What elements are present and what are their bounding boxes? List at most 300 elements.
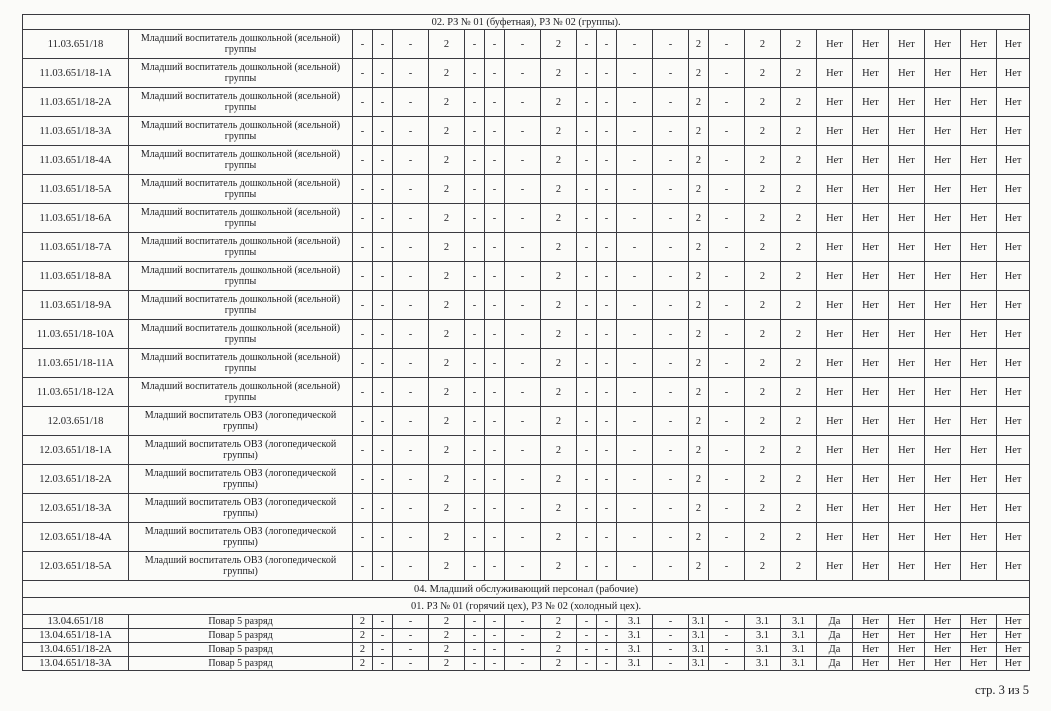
value-cell: Нет [961,615,997,629]
value-cell: Нет [997,407,1030,436]
value-cell: - [653,320,689,349]
value-cell: - [505,262,541,291]
value-cell: Нет [889,175,925,204]
value-cell: - [505,465,541,494]
value-cell: - [505,291,541,320]
value-cell: - [393,552,429,581]
value-cell: Нет [961,643,997,657]
value-cell: - [577,146,597,175]
value-cell: 2 [353,657,373,671]
value-cell: 2 [429,465,465,494]
value-cell: - [373,349,393,378]
value-cell: 3.1 [689,615,709,629]
category-header-row [23,581,1030,598]
value-cell: 2 [429,59,465,88]
value-cell: Нет [925,233,961,262]
value-cell: - [373,30,393,59]
value-cell: 2 [429,643,465,657]
value-cell: 2 [745,436,781,465]
value-cell: 3.1 [689,657,709,671]
value-cell: - [617,407,653,436]
value-cell: Нет [961,233,997,262]
workplace-code: 11.03.651/18-2А [23,88,129,117]
value-cell: - [505,657,541,671]
value-cell: - [465,523,485,552]
value-cell: Нет [889,320,925,349]
value-cell: - [465,204,485,233]
value-cell: Нет [925,59,961,88]
value-cell: 2 [781,262,817,291]
value-cell: - [505,494,541,523]
value-cell: 2 [541,349,577,378]
value-cell: - [617,204,653,233]
value-cell: - [653,175,689,204]
value-cell: 2 [541,407,577,436]
workplace-code: 12.03.651/18-2А [23,465,129,494]
value-cell: Нет [997,657,1030,671]
workplace-code: 12.03.651/18-5А [23,552,129,581]
value-cell: - [577,523,597,552]
value-cell: - [505,175,541,204]
value-cell: 2 [541,615,577,629]
position-name: Младший воспитатель дошкольной (ясельной) группы [129,175,353,204]
value-cell: - [577,629,597,643]
value-cell: 2 [745,88,781,117]
table-row [23,175,1030,204]
value-cell: Нет [997,262,1030,291]
value-cell: - [465,30,485,59]
value-cell: - [393,407,429,436]
table-row [23,117,1030,146]
value-cell: - [373,233,393,262]
value-cell: - [373,59,393,88]
value-cell: 2 [541,233,577,262]
category-header: 04. Младший обслуживающий персонал (рабочие) [23,581,1030,598]
table-row [23,146,1030,175]
value-cell: - [353,349,373,378]
value-cell: - [709,233,745,262]
position-name: Младший воспитатель дошкольной (ясельной) группы [129,117,353,146]
value-cell: 2 [541,552,577,581]
value-cell: - [485,291,505,320]
value-cell: - [505,233,541,262]
value-cell: - [709,117,745,146]
value-cell: - [353,407,373,436]
value-cell: Нет [889,523,925,552]
value-cell: 3.1 [745,629,781,643]
value-cell: Нет [817,175,853,204]
value-cell: - [653,465,689,494]
value-cell: - [653,146,689,175]
value-cell: 3.1 [617,657,653,671]
value-cell: 3.1 [745,657,781,671]
value-cell: Нет [925,88,961,117]
workplace-code: 11.03.651/18-7А [23,233,129,262]
value-cell: Нет [961,320,997,349]
value-cell: - [485,262,505,291]
value-cell: Нет [853,643,889,657]
value-cell: - [653,88,689,117]
workplace-code: 11.03.651/18-5А [23,175,129,204]
value-cell: - [393,175,429,204]
value-cell: - [653,552,689,581]
value-cell: Нет [925,204,961,233]
value-cell: 3.1 [745,643,781,657]
value-cell: - [505,320,541,349]
value-cell: - [597,59,617,88]
value-cell: - [393,349,429,378]
value-cell: 2 [429,146,465,175]
value-cell: Нет [925,465,961,494]
value-cell: Нет [817,233,853,262]
value-cell: 2 [689,378,709,407]
value-cell: 3.1 [617,615,653,629]
value-cell: Нет [997,59,1030,88]
workplace-code: 12.03.651/18-4А [23,523,129,552]
value-cell: 2 [429,378,465,407]
value-cell: - [617,117,653,146]
value-cell: - [393,233,429,262]
value-cell: - [709,262,745,291]
value-cell: - [373,629,393,643]
table-row [23,320,1030,349]
value-cell: 2 [689,88,709,117]
value-cell: Нет [889,643,925,657]
subsection-header-row [23,598,1030,615]
value-cell: - [577,204,597,233]
value-cell: - [653,629,689,643]
value-cell: 2 [745,262,781,291]
value-cell: - [597,262,617,291]
value-cell: Нет [925,146,961,175]
value-cell: - [465,320,485,349]
value-cell: - [485,233,505,262]
value-cell: 2 [781,175,817,204]
value-cell: - [465,629,485,643]
value-cell: - [373,436,393,465]
value-cell: Нет [853,30,889,59]
value-cell: - [353,233,373,262]
value-cell: Нет [817,30,853,59]
value-cell: 2 [781,465,817,494]
value-cell: - [709,291,745,320]
value-cell: - [485,146,505,175]
value-cell: 2 [781,59,817,88]
workplace-code: 11.03.651/18 [23,30,129,59]
value-cell: - [709,629,745,643]
value-cell: - [505,30,541,59]
value-cell: Нет [853,494,889,523]
table-row [23,523,1030,552]
value-cell: 2 [745,320,781,349]
value-cell: Нет [997,643,1030,657]
value-cell: Нет [997,436,1030,465]
value-cell: - [617,465,653,494]
value-cell: - [597,233,617,262]
value-cell: 2 [689,349,709,378]
value-cell: Нет [853,349,889,378]
value-cell: - [653,291,689,320]
value-cell: 2 [781,378,817,407]
value-cell: 3.1 [781,615,817,629]
value-cell: Нет [817,291,853,320]
value-cell: 2 [745,30,781,59]
table-row [23,465,1030,494]
value-cell: 2 [429,523,465,552]
value-cell: - [393,117,429,146]
value-cell: - [373,117,393,146]
value-cell: Нет [817,436,853,465]
value-cell: - [597,615,617,629]
value-cell: - [709,465,745,494]
position-name: Младший воспитатель дошкольной (ясельной) группы [129,204,353,233]
value-cell: - [353,88,373,117]
value-cell: - [485,657,505,671]
value-cell: - [577,291,597,320]
value-cell: - [373,523,393,552]
value-cell: Нет [853,436,889,465]
value-cell: - [653,657,689,671]
value-cell: - [465,407,485,436]
value-cell: 2 [689,204,709,233]
value-cell: - [505,59,541,88]
value-cell: - [353,494,373,523]
value-cell: - [597,291,617,320]
position-name: Младший воспитатель дошкольной (ясельной) группы [129,146,353,175]
value-cell: - [505,88,541,117]
value-cell: - [577,59,597,88]
value-cell: - [709,320,745,349]
value-cell: - [597,320,617,349]
cropped-header-remnant [380,0,680,8]
value-cell: Нет [853,233,889,262]
value-cell: - [505,629,541,643]
position-name: Повар 5 разряд [129,615,353,629]
value-cell: - [393,494,429,523]
value-cell: - [577,233,597,262]
value-cell: Нет [925,643,961,657]
value-cell: Нет [961,88,997,117]
value-cell: 2 [689,407,709,436]
value-cell: Нет [925,320,961,349]
value-cell: Нет [925,657,961,671]
value-cell: - [653,349,689,378]
value-cell: Нет [997,88,1030,117]
value-cell: Да [817,643,853,657]
value-cell: 2 [541,117,577,146]
value-cell: 2 [541,146,577,175]
value-cell: Нет [961,378,997,407]
value-cell: - [353,291,373,320]
table-row [23,436,1030,465]
value-cell: Нет [817,320,853,349]
value-cell: - [485,407,505,436]
value-cell: Нет [961,349,997,378]
value-cell: 2 [781,552,817,581]
value-cell: Нет [997,146,1030,175]
value-cell: - [505,146,541,175]
value-cell: 2 [353,629,373,643]
value-cell: - [485,30,505,59]
value-cell: Нет [817,349,853,378]
position-name: Младший воспитатель дошкольной (ясельной) группы [129,378,353,407]
value-cell: 2 [781,30,817,59]
value-cell: - [597,494,617,523]
value-cell: 2 [429,262,465,291]
value-cell: Нет [925,117,961,146]
value-cell: Нет [853,59,889,88]
value-cell: - [393,204,429,233]
value-cell: Нет [961,436,997,465]
table-row [23,407,1030,436]
value-cell: - [597,175,617,204]
value-cell: Нет [925,552,961,581]
value-cell: 2 [541,88,577,117]
workplace-code: 13.04.651/18-1А [23,629,129,643]
value-cell: - [485,629,505,643]
value-cell: - [617,378,653,407]
value-cell: 3.1 [689,643,709,657]
value-cell: - [505,378,541,407]
value-cell: 2 [781,494,817,523]
value-cell: Нет [853,465,889,494]
value-cell: - [353,59,373,88]
value-cell: - [617,320,653,349]
value-cell: - [505,643,541,657]
value-cell: 2 [689,262,709,291]
value-cell: - [465,59,485,88]
value-cell: Нет [853,262,889,291]
value-cell: - [485,552,505,581]
value-cell: 2 [689,320,709,349]
value-cell: Нет [997,494,1030,523]
table-row [23,291,1030,320]
value-cell: - [577,643,597,657]
position-name: Повар 5 разряд [129,629,353,643]
position-name: Младший воспитатель дошкольной (ясельной) группы [129,320,353,349]
value-cell: - [617,233,653,262]
value-cell: Нет [889,552,925,581]
value-cell: 3.1 [781,657,817,671]
value-cell: 2 [781,320,817,349]
value-cell: Да [817,657,853,671]
value-cell: - [373,657,393,671]
value-cell: Нет [853,88,889,117]
value-cell: Нет [853,552,889,581]
value-cell: 2 [689,552,709,581]
value-cell: - [597,88,617,117]
value-cell: 2 [353,615,373,629]
value-cell: Нет [961,175,997,204]
value-cell: 2 [429,291,465,320]
value-cell: 2 [745,117,781,146]
table-row [23,657,1030,671]
value-cell: Нет [997,629,1030,643]
value-cell: - [597,378,617,407]
value-cell: - [505,117,541,146]
value-cell: 2 [429,436,465,465]
value-cell: - [373,146,393,175]
value-cell: Нет [889,349,925,378]
value-cell: Нет [925,629,961,643]
value-cell: - [353,465,373,494]
value-cell: - [577,320,597,349]
value-cell: - [653,117,689,146]
table-row [23,643,1030,657]
position-name: Младший воспитатель дошкольной (ясельной) группы [129,349,353,378]
value-cell: - [393,30,429,59]
workplace-code: 11.03.651/18-9А [23,291,129,320]
value-cell: - [617,291,653,320]
position-name: Младший воспитатель ОВЗ (логопедической группы) [129,436,353,465]
value-cell: - [465,657,485,671]
position-name: Младший воспитатель ОВЗ (логопедической группы) [129,407,353,436]
value-cell: 2 [781,523,817,552]
value-cell: Нет [961,204,997,233]
value-cell: 2 [689,30,709,59]
workplace-code: 11.03.651/18-11А [23,349,129,378]
value-cell: 2 [429,233,465,262]
value-cell: 2 [781,436,817,465]
value-cell: - [617,494,653,523]
workplace-code: 13.04.651/18-2А [23,643,129,657]
value-cell: Нет [997,291,1030,320]
value-cell: Нет [997,349,1030,378]
workplace-code: 13.04.651/18 [23,615,129,629]
value-cell: - [505,615,541,629]
value-cell: 2 [541,523,577,552]
value-cell: 2 [781,291,817,320]
value-cell: - [709,349,745,378]
value-cell: Нет [997,30,1030,59]
value-cell: - [709,59,745,88]
value-cell: - [577,615,597,629]
value-cell: - [577,407,597,436]
value-cell: - [373,175,393,204]
value-cell: Нет [961,262,997,291]
table-row [23,233,1030,262]
value-cell: 2 [745,204,781,233]
value-cell: 2 [429,320,465,349]
value-cell: 2 [541,378,577,407]
value-cell: Нет [925,262,961,291]
value-cell: 2 [745,291,781,320]
value-cell: 2 [541,465,577,494]
value-cell: - [353,523,373,552]
value-cell: - [653,494,689,523]
value-cell: Нет [889,146,925,175]
value-cell: - [373,643,393,657]
value-cell: 2 [541,175,577,204]
value-cell: Нет [853,629,889,643]
value-cell: - [505,204,541,233]
value-cell: Нет [925,523,961,552]
workplace-code: 12.03.651/18-1А [23,436,129,465]
value-cell: - [465,643,485,657]
value-cell: - [393,291,429,320]
value-cell: - [393,378,429,407]
value-cell: Нет [925,378,961,407]
value-cell: 3.1 [689,629,709,643]
value-cell: - [709,643,745,657]
value-cell: - [597,146,617,175]
value-cell: - [353,262,373,291]
section-header: 02. РЗ № 01 (буфетная), РЗ № 02 (группы). [23,15,1030,30]
value-cell: Нет [961,407,997,436]
value-cell: Нет [817,59,853,88]
value-cell: - [465,233,485,262]
value-cell: Нет [853,523,889,552]
